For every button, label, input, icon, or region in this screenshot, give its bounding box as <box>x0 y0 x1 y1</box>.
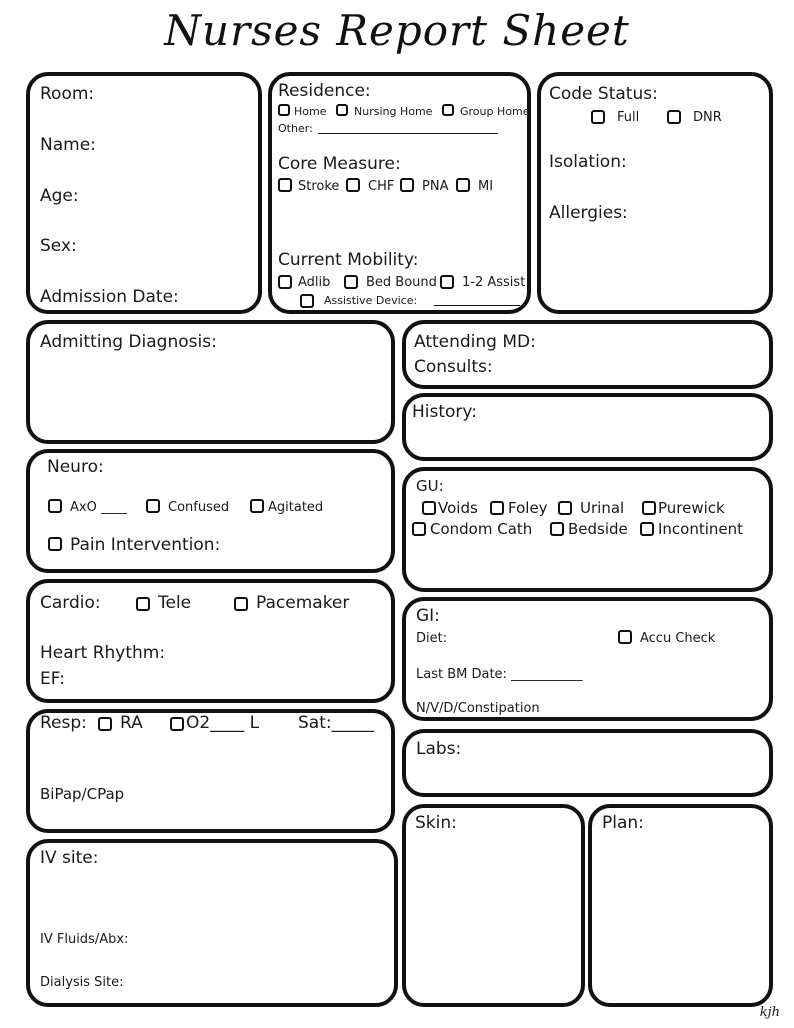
residence-box <box>268 72 531 314</box>
condom-cath-checkbox[interactable] <box>412 522 426 536</box>
consults-label: Consults: <box>414 357 493 377</box>
pain-intervention-label: Pain Intervention: <box>70 535 221 555</box>
voids-label: Voids <box>438 499 478 517</box>
bipap-cpap-label: BiPap/CPap <box>40 785 125 803</box>
chf-label: CHF <box>368 179 395 194</box>
sat-label: Sat:_____ <box>298 713 375 733</box>
cardio-label: Cardio: <box>40 593 101 613</box>
ra-label: RA <box>120 713 143 733</box>
admitting-diagnosis-label: Admitting Diagnosis: <box>40 332 217 352</box>
purewick-label: Purewick <box>658 499 725 517</box>
neuro-box <box>26 449 395 573</box>
resp-box <box>26 709 395 833</box>
assistive-device-line[interactable] <box>434 305 520 306</box>
home-label: Home <box>294 105 327 118</box>
skin-box <box>402 804 585 1007</box>
assist-label: 1-2 Assist <box>462 275 526 290</box>
nursing-home-checkbox[interactable] <box>336 104 348 116</box>
history-box <box>402 393 773 461</box>
age-label: Age: <box>40 186 79 206</box>
attending-box <box>402 320 773 389</box>
plan-box <box>588 804 773 1007</box>
iv-site-box <box>26 839 398 1007</box>
name-label: Name: <box>40 135 96 155</box>
ef-label: EF: <box>40 669 65 689</box>
pacemaker-checkbox[interactable] <box>234 597 248 611</box>
attending-md-label: Attending MD: <box>414 332 536 352</box>
diet-label: Diet: <box>416 631 448 646</box>
code-status-box <box>537 72 773 314</box>
author-signature: kjh <box>759 1005 780 1020</box>
stroke-label: Stroke <box>298 179 340 194</box>
bedside-label: Bedside <box>568 520 628 538</box>
admission-date-label: Admission Date: <box>40 287 179 307</box>
agitated-label: Agitated <box>268 500 324 515</box>
incontinent-label: Incontinent <box>658 520 744 538</box>
gi-label: GI: <box>416 606 440 626</box>
home-checkbox[interactable] <box>278 104 290 116</box>
group-home-checkbox[interactable] <box>442 104 454 116</box>
skin-label: Skin: <box>415 813 457 833</box>
o2-label: O2____ L <box>186 713 260 733</box>
condom-cath-label: Condom Cath <box>430 520 533 538</box>
o2-checkbox[interactable] <box>170 717 184 731</box>
stroke-checkbox[interactable] <box>278 178 292 192</box>
dialysis-site-label: Dialysis Site: <box>40 975 124 990</box>
room-label: Room: <box>40 84 95 104</box>
confused-label: Confused <box>168 500 230 515</box>
last-bm-date-label: Last BM Date: ___________ <box>416 667 583 682</box>
resp-label: Resp: <box>40 713 87 733</box>
bed-bound-checkbox[interactable] <box>344 275 358 289</box>
chf-checkbox[interactable] <box>346 178 360 192</box>
bedside-checkbox[interactable] <box>550 522 564 536</box>
confused-checkbox[interactable] <box>146 499 160 513</box>
cardio-box <box>26 579 395 703</box>
nvd-constipation-label: N/V/D/Constipation <box>416 701 540 716</box>
labs-label: Labs: <box>416 739 462 759</box>
agitated-checkbox[interactable] <box>250 499 264 513</box>
iv-fluids-label: IV Fluids/Abx: <box>40 932 129 947</box>
axo-checkbox[interactable] <box>48 499 62 513</box>
history-label: History: <box>412 402 477 422</box>
adlib-label: Adlib <box>298 275 331 290</box>
urinal-label: Urinal <box>580 499 625 517</box>
assistive-device-checkbox[interactable] <box>300 294 314 308</box>
voids-checkbox[interactable] <box>422 501 436 515</box>
sex-label: Sex: <box>40 236 77 256</box>
other-line[interactable] <box>318 133 498 134</box>
pna-checkbox[interactable] <box>400 178 414 192</box>
full-label: Full <box>617 110 640 125</box>
assist-checkbox[interactable] <box>440 275 454 289</box>
labs-box <box>402 729 773 797</box>
full-checkbox[interactable] <box>591 110 605 124</box>
heart-rhythm-label: Heart Rhythm: <box>40 643 166 663</box>
adlib-checkbox[interactable] <box>278 275 292 289</box>
mi-checkbox[interactable] <box>456 178 470 192</box>
foley-checkbox[interactable] <box>490 501 504 515</box>
pna-label: PNA <box>422 179 449 194</box>
neuro-label: Neuro: <box>47 457 104 477</box>
core-measure-label: Core Measure: <box>278 154 401 174</box>
group-home-label: Group Home <box>460 105 530 118</box>
tele-label: Tele <box>158 593 192 613</box>
dnr-label: DNR <box>693 110 722 125</box>
nursing-home-label: Nursing Home <box>354 105 433 118</box>
pain-intervention-checkbox[interactable] <box>48 537 62 551</box>
isolation-label: Isolation: <box>549 152 627 172</box>
pacemaker-label: Pacemaker <box>256 593 350 613</box>
code-status-label: Code Status: <box>549 84 658 104</box>
gi-box <box>402 597 773 721</box>
gu-box <box>402 467 773 592</box>
assistive-device-label: Assistive Device: <box>324 294 418 307</box>
page-title: Nurses Report Sheet <box>164 6 630 55</box>
purewick-checkbox[interactable] <box>642 501 656 515</box>
urinal-checkbox[interactable] <box>558 501 572 515</box>
tele-checkbox[interactable] <box>136 597 150 611</box>
admitting-diagnosis-box <box>26 320 395 444</box>
iv-site-label: IV site: <box>40 848 99 868</box>
ra-checkbox[interactable] <box>98 717 112 731</box>
allergies-label: Allergies: <box>549 203 628 223</box>
dnr-checkbox[interactable] <box>667 110 681 124</box>
other-label: Other: <box>278 122 313 135</box>
foley-label: Foley <box>508 499 548 517</box>
accu-check-checkbox[interactable] <box>618 630 632 644</box>
plan-label: Plan: <box>602 813 644 833</box>
current-mobility-label: Current Mobility: <box>278 250 419 270</box>
axo-label: AxO ____ <box>70 500 127 515</box>
patient-info-box <box>26 72 262 314</box>
gu-label: GU: <box>416 477 444 495</box>
incontinent-checkbox[interactable] <box>640 522 654 536</box>
mi-label: MI <box>478 179 494 194</box>
accu-check-label: Accu Check <box>640 631 716 646</box>
residence-label: Residence: <box>278 81 371 101</box>
bed-bound-label: Bed Bound <box>366 275 437 290</box>
